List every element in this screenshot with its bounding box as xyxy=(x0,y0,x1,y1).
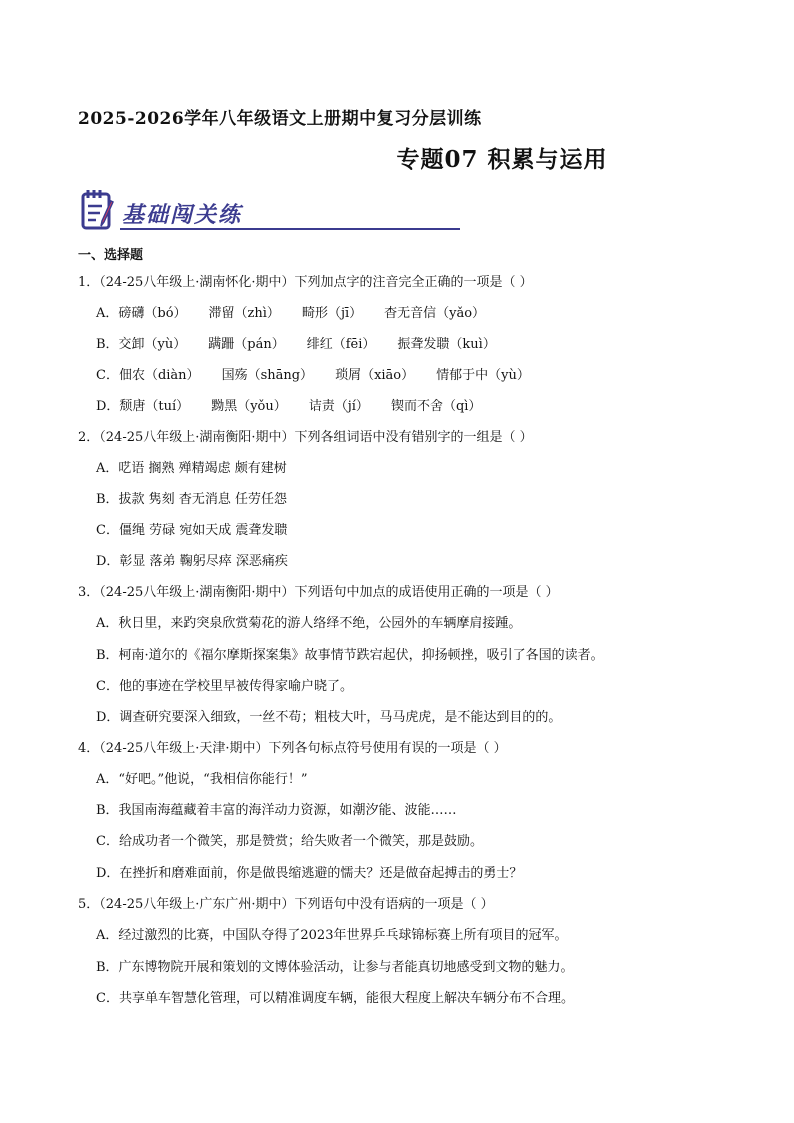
option-word: 畸形（jī） xyxy=(301,306,363,321)
question-option xyxy=(96,333,518,352)
question-option: C．僵绳 劳碌 宛如天成 震聋发聩 xyxy=(96,523,288,538)
option-word: 锲而不舍（qì） xyxy=(390,399,482,414)
option-word: 蹒跚（pán） xyxy=(208,337,285,352)
question-option: A．“好吧。”他说，“我相信你能行！” xyxy=(96,772,308,787)
question-option: D．彰显 落弟 鞠躬尽瘁 深恶痛疾 xyxy=(96,554,288,569)
question-stem: 4．（24-25八年级上·天津·期中）下列各句标点符号使用有误的一项是（ ） xyxy=(78,741,507,756)
question-stem: 2．（24-25八年级上·湖南衡阳·期中）下列各组词语中没有错别字的一组是（ ） xyxy=(78,430,533,445)
question-option: B．拔款 隽刻 杳无消息 任劳任怨 xyxy=(96,492,287,507)
option-word: 诘责（jí） xyxy=(308,399,369,414)
question-option: D．调查研究要深入细致，一丝不苟；粗枝大叶，马马虎虎，是不能达到目的的。 xyxy=(96,710,562,725)
topic-title: 专题07 积累与运用 xyxy=(396,146,608,173)
section-label: 一、选择题 xyxy=(78,248,144,263)
question-option: A．秋日里，来趵突泉欣赏菊花的游人络绎不绝，公园外的车辆摩肩接踵。 xyxy=(96,616,522,631)
question-option: C．给成功者一个微笑，那是赞赏；给失败者一个微笑，那是鼓励。 xyxy=(96,834,483,849)
question-stem: 1．（24-25八年级上·湖南怀化·期中）下列加点字的注音完全正确的一项是（ ） xyxy=(78,275,533,290)
question-option xyxy=(96,364,552,383)
option-word: 滞留（zhì） xyxy=(208,306,280,321)
option-word: 黝黑（yǒu） xyxy=(211,399,287,414)
option-word: 杳无音信（yǎo） xyxy=(384,306,486,321)
question-stem: 3．（24-25八年级上·湖南衡阳·期中）下列语句中加点的成语使用正确的一项是（ ） xyxy=(78,585,559,600)
option-word: 国殇（shāng） xyxy=(221,368,314,383)
option-word: A．磅礴（bó） xyxy=(96,306,187,321)
notebook-pencil-icon xyxy=(80,188,116,232)
question-option xyxy=(96,395,503,414)
banner-underline xyxy=(120,228,460,230)
question-option: C．共享单车智慧化管理，可以精准调度车辆，能很大程度上解决车辆分布不合理。 xyxy=(96,991,574,1006)
option-word: 琐屑（xiāo） xyxy=(335,368,415,383)
question-option: D．在挫折和磨难面前，你是做畏缩逃避的懦夫？还是做奋起搏击的勇士？ xyxy=(96,866,523,881)
banner-label: 基础闯关练 xyxy=(122,202,243,228)
question-option xyxy=(96,302,507,321)
question-stem: 5．（24-25八年级上·广东广州·期中）下列语句中没有语病的一项是（ ） xyxy=(78,897,494,912)
option-word: 绯红（fēi） xyxy=(306,337,376,352)
option-word: B．交卸（yù） xyxy=(96,337,187,352)
question-option: A．经过激烈的比赛，中国队夺得了2023年世界乒乓球锦标赛上所有项目的冠军。 xyxy=(96,928,568,943)
option-word: 振聋发聩（kuì） xyxy=(397,337,496,352)
question-option: C．他的事迹在学校里早被传得家喻户晓了。 xyxy=(96,679,353,694)
document-title: 2025-2026学年八年级语文上册期中复习分层训练 xyxy=(78,109,482,129)
option-word: C．佃农（diàn） xyxy=(96,368,200,383)
option-word: 情郁于中（yù） xyxy=(436,368,530,383)
question-option: B．柯南·道尔的《福尔摩斯探案集》故事情节跌宕起伏，抑扬顿挫，吸引了各国的读者。 xyxy=(96,648,604,663)
question-option: B．我国南海蕴藏着丰富的海洋动力资源，如潮汐能、波能…… xyxy=(96,803,457,818)
option-word: D．颓唐（tuí） xyxy=(96,399,190,414)
question-option: A．呓语 搁熟 殚精竭虑 颇有建树 xyxy=(96,461,287,476)
section-banner xyxy=(80,188,460,234)
question-option: B．广东博物院开展和策划的文博体验活动，让参与者能真切地感受到文物的魅力。 xyxy=(96,960,574,975)
